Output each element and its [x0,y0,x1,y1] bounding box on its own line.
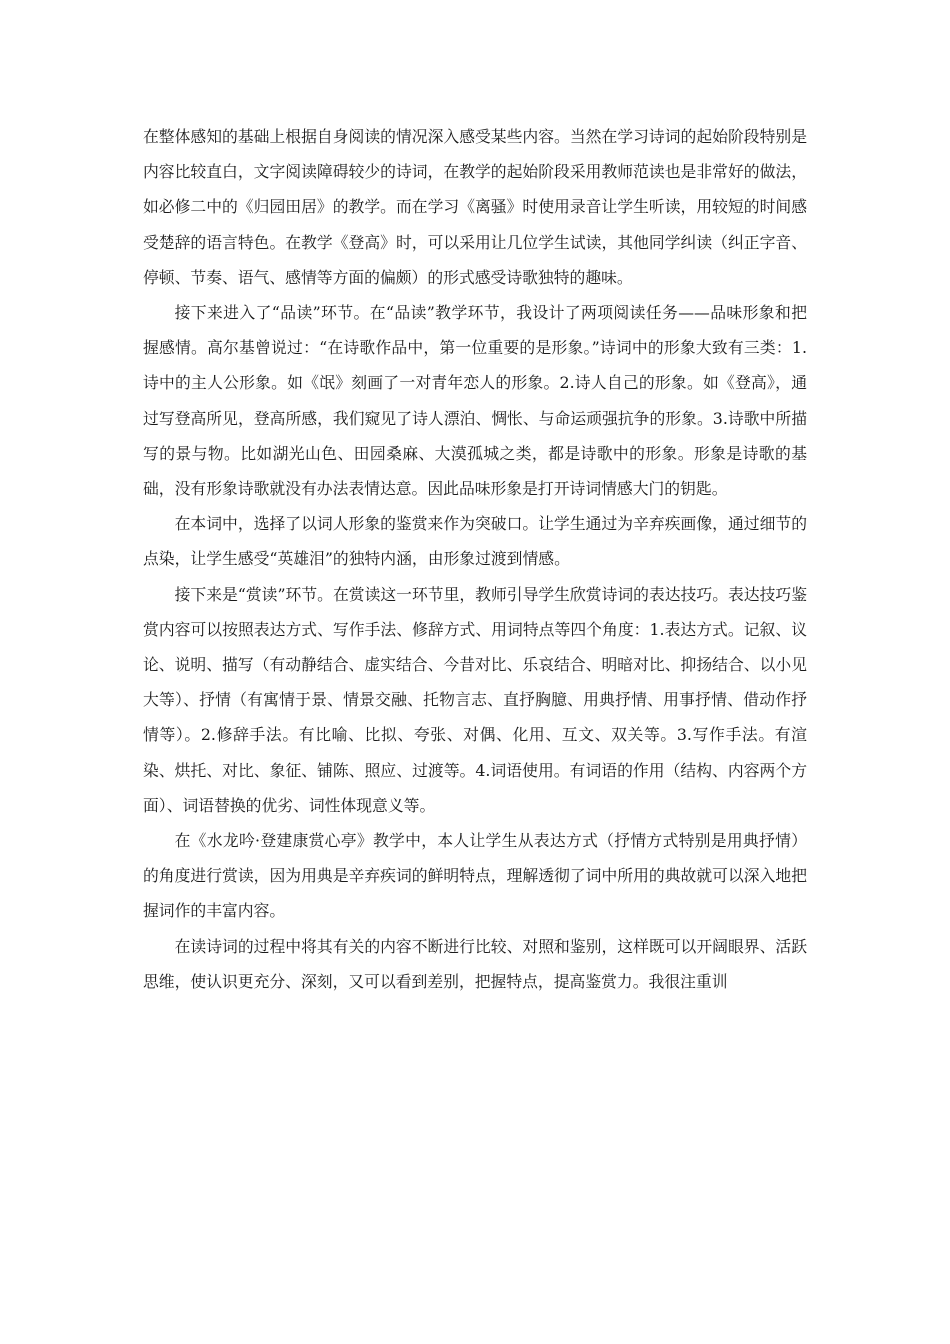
paragraph-5: 在《水龙吟·登建康赏心亭》教学中，本人让学生从表达方式（抒情方式特别是用典抒情）的角度进行赏读，因为用典是辛弃疾词的鲜明特点，理解透彻了词中所用的典故就可以深入地把握词作的丰富内容。 [143,831,807,921]
paragraph-2: 接下来进入了“品读”环节。在“品读”教学环节，我设计了两项阅读任务——品味形象和把握感情。高尔基曾说过：“在诗歌作品中，第一位重要的是形象。”诗词中的形象大致有三类：1.诗中的主人公形象。如《氓》刻画了一对青年恋人的形象。2.诗人自己的形象。如《登高》，通过写登高所见，登高所感，我们窥见了诗人漂泊、惆怅、与命运顽强抗争的形象。3.诗歌中所描写的景与物。比如湖光山色、田园桑麻、大漠孤城之类，都是诗歌中的形象。形象是诗歌的基础，没有形象诗歌就没有办法表情达意。因此品味形象是打开诗词情感大门的钥匙。 [143,303,807,499]
paragraph-4: 接下来是“赏读”环节。在赏读这一环节里，教师引导学生欣赏诗词的表达技巧。表达技巧鉴赏内容可以按照表达方式、写作手法、修辞方式、用词特点等四个角度：1.表达方式。记叙、议论、说明、描写（有动静结合、虚实结合、今昔对比、乐哀结合、明暗对比、抑扬结合、以小见大等）、抒情（有寓情于景、情景交融、托物言志、直抒胸臆、用典抒情、用事抒情、借动作抒情等）。2.修辞手法。有比喻、比拟、夸张、对偶、化用、互文、双关等。3.写作手法。有渲染、烘托、对比、象征、铺陈、照应、过渡等。4.词语使用。有词语的作用（结构、内容两个方面）、词语替换的优劣、词性体现意义等。 [143,584,807,815]
paragraph-3: 在本词中，选择了以词人形象的鉴赏来作为突破口。让学生通过为辛弃疾画像，通过细节的点染，让学生感受“英雄泪”的独特内涵，由形象过渡到情感。 [143,514,807,569]
paragraph-6: 在读诗词的过程中将其有关的内容不断进行比较、对照和鉴别，这样既可以开阔眼界、活跃思维，使认识更充分、深刻，又可以看到差别，把握特点，提高鉴赏力。我很注重训 [143,936,807,991]
paragraph-1: 在整体感知的基础上根据自身阅读的情况深入感受某些内容。当然在学习诗词的起始阶段特别是内容比较直白，文字阅读障碍较少的诗词，在教学的起始阶段采用教师范读也是非常好的做法，如必修二中的《归园田居》的教学。而在学习《离骚》时使用录音让学生听读，用较短的时间感受楚辞的语言特色。在教学《登高》时，可以采用让几位学生试读，其他同学纠读（纠正字音、停顿、节奏、语气、感情等方面的偏颇）的形式感受诗歌独特的趣味。 [143,127,807,287]
document-body [143,119,807,999]
